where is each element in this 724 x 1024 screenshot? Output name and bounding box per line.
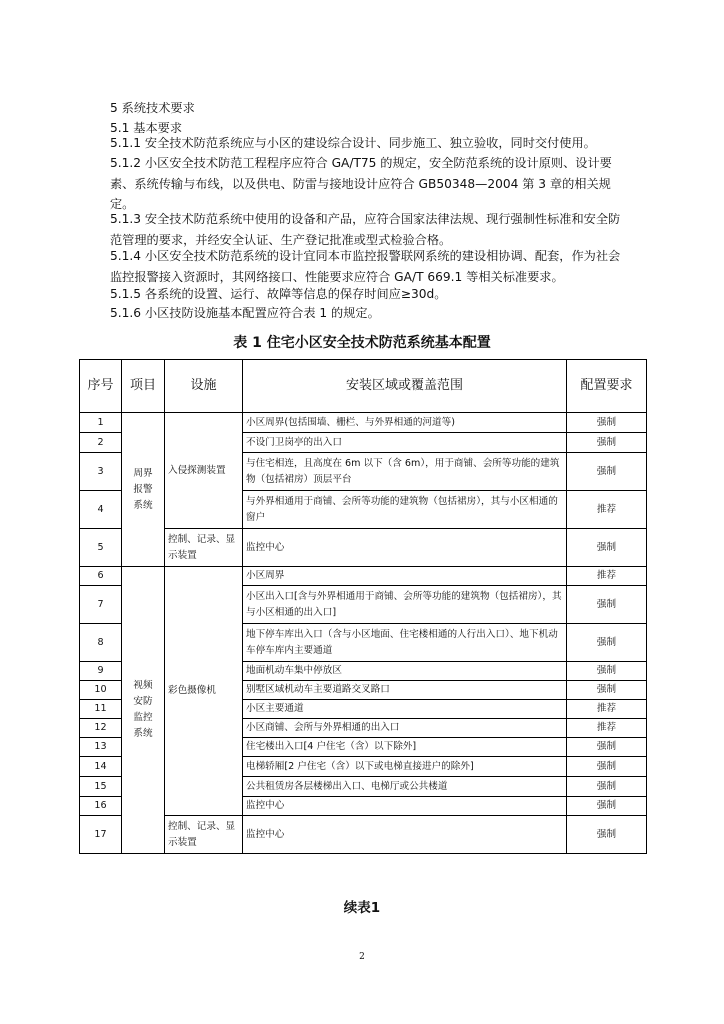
- row-req: 强制: [567, 797, 647, 816]
- row-no: 2: [80, 433, 122, 453]
- config-table: [79, 359, 647, 854]
- clause-5-1-1: 5.1.1 安全技术防范系统应与小区的建设综合设计、同步施工、独立验收，同时交付使用。: [110, 136, 596, 150]
- table-header-row: [80, 360, 647, 413]
- row-area: 小区出入口[含与外界相通用于商铺、会所等功能的建筑物（包括裙房），其与小区相通的出入口]: [243, 586, 567, 624]
- page-number: 2: [359, 952, 365, 962]
- row-req: 强制: [567, 738, 647, 757]
- row-no: 16: [80, 797, 122, 816]
- row-no: 14: [80, 757, 122, 777]
- group-video: 视频安防监控系统: [122, 567, 165, 854]
- clause-5-1-5: 5.1.5 各系统的设置、运行、故障等信息的保存时间应≥30d。: [110, 287, 447, 301]
- clause-5-1-3: 5.1.3 安全技术防范系统中使用的设备和产品，应符合国家法律法规、现行强制性标准和安全防范管理的要求，并经安全认证、生产登记批准或型式检验合格。: [110, 212, 621, 247]
- table-caption: 表 1 住宅小区安全技术防范系统基本配置: [233, 335, 491, 351]
- row-req: 推荐: [567, 700, 647, 719]
- heading-5: 5 系统技术要求: [110, 101, 195, 115]
- row-req: 强制: [567, 624, 647, 662]
- row-area: 小区周界: [243, 567, 567, 586]
- continued-caption: 续表1: [343, 900, 381, 916]
- row-area: 住宅楼出入口[4 户住宅（含）以下除外]: [243, 738, 567, 757]
- row-area: 监控中心: [243, 529, 567, 567]
- header-requirement: 配置要求: [567, 360, 647, 413]
- row-no: 4: [80, 491, 122, 529]
- row-area: 小区主要通道: [243, 700, 567, 719]
- row-no: 12: [80, 719, 122, 738]
- row-req: 强制: [567, 433, 647, 453]
- row-area: 小区商铺、会所与外界相通的出入口: [243, 719, 567, 738]
- row-area: 与住宅相连，且高度在 6m 以下（含 6m），用于商铺、会所等功能的建筑物（包括裙房）顶层平台: [243, 453, 567, 491]
- row-req: 强制: [567, 529, 647, 567]
- row-area: 监控中心: [243, 797, 567, 816]
- device-control-video: 控制、记录、显示装置: [165, 816, 243, 854]
- device-intrusion: 入侵探测装置: [165, 413, 243, 529]
- row-area: 监控中心: [243, 816, 567, 854]
- heading-5-1: 5.1 基本要求: [110, 121, 183, 135]
- header-item: 项目: [122, 360, 165, 413]
- row-req: 强制: [567, 453, 647, 491]
- device-camera: 彩色摄像机: [165, 567, 243, 816]
- table-row: [80, 816, 647, 854]
- row-no: 13: [80, 738, 122, 757]
- row-req: 强制: [567, 586, 647, 624]
- group-perimeter: 周界报警系统: [122, 413, 165, 567]
- header-area: 安装区域或覆盖范围: [243, 360, 567, 413]
- row-req: 推荐: [567, 491, 647, 529]
- row-no: 17: [80, 816, 122, 854]
- table-row: [80, 567, 647, 586]
- row-no: 3: [80, 453, 122, 491]
- row-no: 10: [80, 681, 122, 700]
- row-no: 8: [80, 624, 122, 662]
- row-req: 强制: [567, 816, 647, 854]
- row-area: 公共租赁房各层楼梯出入口、电梯厅或公共楼道: [243, 777, 567, 797]
- row-req: 推荐: [567, 719, 647, 738]
- header-no: 序号: [80, 360, 122, 413]
- clause-5-1-6: 5.1.6 小区技防设施基本配置应符合表 1 的规定。: [110, 306, 380, 320]
- row-req: 强制: [567, 777, 647, 797]
- row-area: 小区周界(包括围墙、栅栏、与外界相通的河道等): [243, 413, 567, 433]
- device-control-perimeter: 控制、记录、显示装置: [165, 529, 243, 567]
- table-row: [80, 413, 647, 433]
- row-no: 5: [80, 529, 122, 567]
- clause-5-1-2: 5.1.2 小区安全技术防范工程程序应符合 GA/T75 的规定，安全防范系统的设计原则、设计要素、系统传输与布线，以及供电、防雷与接地设计应符合 GB50348—2004 第 3 章的相关规定。: [110, 156, 612, 211]
- row-area: 不设门卫岗亭的出入口: [243, 433, 567, 453]
- row-req: 强制: [567, 757, 647, 777]
- row-area: 与外界相通用于商铺、会所等功能的建筑物（包括裙房），其与小区相通的窗户: [243, 491, 567, 529]
- row-no: 15: [80, 777, 122, 797]
- row-req: 强制: [567, 413, 647, 433]
- table-row: [80, 529, 647, 567]
- row-no: 1: [80, 413, 122, 433]
- row-no: 6: [80, 567, 122, 586]
- clause-5-1-4: 5.1.4 小区安全技术防范系统的设计宜同本市监控报警联网系统的建设相协调、配套，作为社会监控报警接入资源时，其网络接口、性能要求应符合 GA/T 669.1 等相关标准要求。: [110, 249, 621, 284]
- row-area: 别墅区域机动车主要道路交叉路口: [243, 681, 567, 700]
- row-area: 地面机动车集中停放区: [243, 662, 567, 681]
- header-facility: 设施: [165, 360, 243, 413]
- row-req: 强制: [567, 681, 647, 700]
- row-area: 电梯轿厢[2 户住宅（含）以下或电梯直接进户的除外]: [243, 757, 567, 777]
- row-no: 9: [80, 662, 122, 681]
- row-req: 推荐: [567, 567, 647, 586]
- row-no: 7: [80, 586, 122, 624]
- row-req: 强制: [567, 662, 647, 681]
- row-area: 地下停车库出入口（含与小区地面、住宅楼相通的人行出入口）、地下机动车停车库内主要通道: [243, 624, 567, 662]
- row-no: 11: [80, 700, 122, 719]
